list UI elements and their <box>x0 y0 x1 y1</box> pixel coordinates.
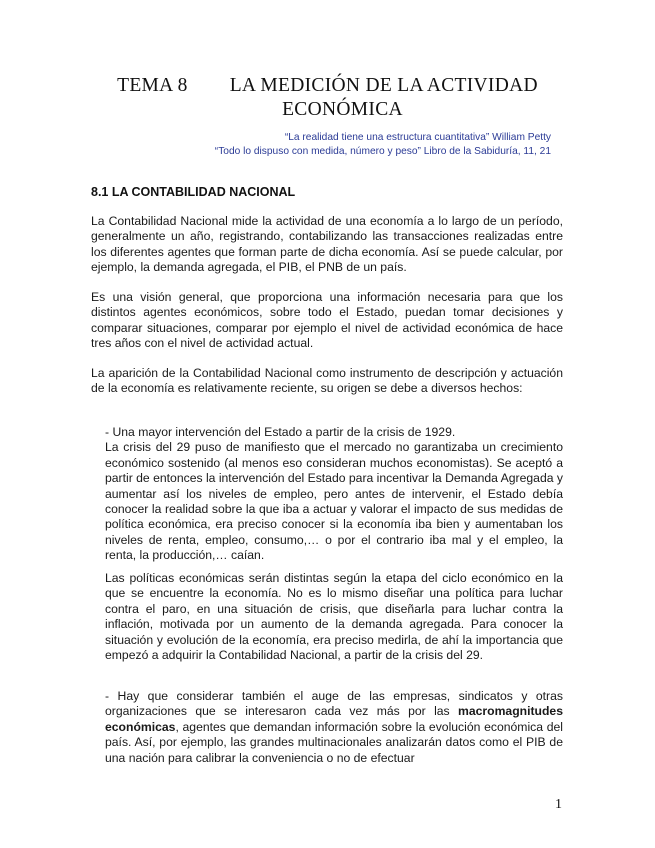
bullet-state-intervention <box>105 425 563 564</box>
quote-petty: “La realidad tiene una estructura cuantitativa” William Petty <box>284 132 551 143</box>
page-title <box>0 74 655 122</box>
bullet-lead: - Una mayor intervención del Estado a partir de la crisis de 1929. <box>105 425 456 439</box>
paragraph-overview: Es una visión general, que proporciona una información necesaria para que los distintos agentes económicos, sobre todo el Estado, puedan tomar decisiones y comparar situaciones, comparar por ejemplo el nivel de actividad económica de hace tres años con el nivel de actividad actual. <box>91 290 563 351</box>
title-line-1 <box>0 74 655 98</box>
bullet-text-end: , agentes que demandan información sobre la evolución económica del país. Así, por ejemplo, las grandes multinacionales analizarán datos como el PIB de una nación para calibrar la conveniencia o no de efectuar <box>105 719 563 765</box>
bullet-organizations <box>105 689 563 766</box>
section-heading: 8.1 LA CONTABILIDAD NACIONAL <box>91 185 296 199</box>
bold-term: macromagnitudes económicas <box>105 704 563 734</box>
topic-number: TEMA 8 <box>117 75 188 96</box>
title-line-2: ECONÓMICA <box>282 99 403 120</box>
title-text-1: LA MEDICIÓN DE LA ACTIVIDAD <box>229 75 538 96</box>
paragraph-origin: La aparición de la Contabilidad Nacional como instrumento de descripción y actuación de la economía es relativamente reciente, su origen se debe a diversos hechos: <box>91 366 563 396</box>
quote-sabiduria: “Todo lo dispuso con medida, número y peso” Libro de la Sabiduría, 11, 21 <box>214 146 551 157</box>
paragraph-economic-policy: Las políticas económicas serán distintas según la etapa del ciclo económico en la que se encuentre la economía. No es lo mismo diseñar una política para luchar contra el paro, en una situación de crisis, que diseñarla para luchar contra la inflación, motivada por un aumento de la demanda agregada. Para conocer la situación y evolución de la economía, era preciso medirla, de ahí la importancia que empezó a adquirir la Contabilidad Nacional, a partir de la crisis del 29. <box>105 571 563 663</box>
page-number: 1 <box>555 797 562 812</box>
epigraph-quotes <box>215 131 551 159</box>
paragraph-definition: La Contabilidad Nacional mide la actividad de una economía a lo largo de un período, generalmente un año, registrando, contabilizando las transacciones realizadas entre los diferentes agentes que forman parte de dicha economía. Así se puede calcular, por ejemplo, la demanda agregada, el PIB, el PNB de un país. <box>91 214 563 275</box>
bullet-body: La crisis del 29 puso de manifiesto que el mercado no garantizaba un crecimiento económico sostenido (al menos eso consideran muchos economistas). Se aceptó a partir de entonces la intervención del Estado para incentivar la Demanda Agregada y aumentar así los niveles de empleo, pero antes de intervenir, el Estado debía conocer la realidad sobre la que iba a actuar y valorar el impacto de sus medidas de política económica, era preciso conocer si la economía iba bien y aumentaban los niveles de renta, empleo, consumo,… o por el contrario iba mal y el empleo, la renta, la producción,… caían. <box>105 440 563 563</box>
bullet-text-start: - Hay que considerar también el auge de las empresas, sindicatos y otras organizaciones que se interesaron cada vez más por las <box>105 689 563 719</box>
